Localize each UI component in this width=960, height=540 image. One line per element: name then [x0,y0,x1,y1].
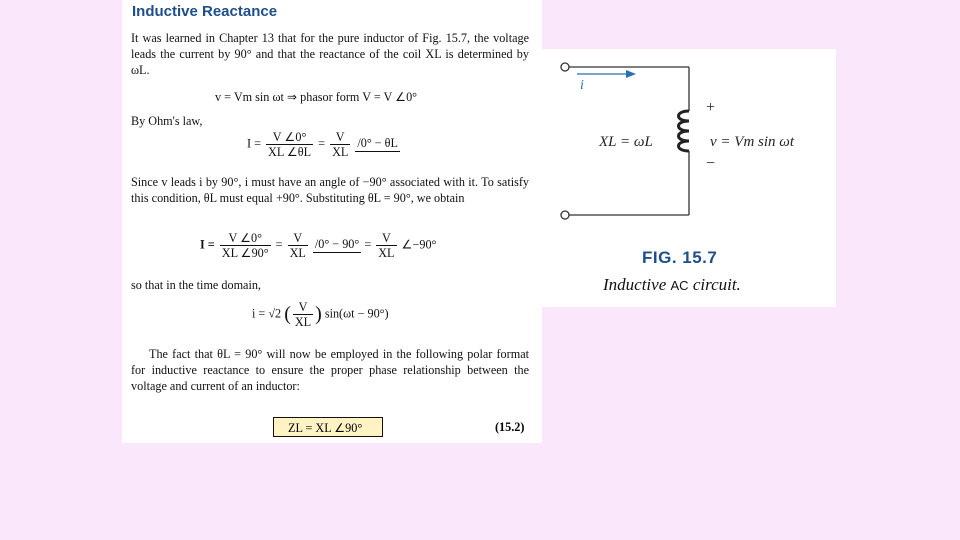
caption-circuit: circuit. [692,275,741,294]
textbook-page [122,0,542,443]
eq3-equals-a: = [275,237,283,252]
caption-inductive: Inductive [603,275,667,294]
figure-caption [603,275,741,295]
equation-number: (15.2) [495,420,525,434]
ohms-law-text: By Ohm's law, [131,114,203,128]
circuit-diagram [542,49,836,307]
minus-sign: − [706,155,716,172]
eq3-frac2-num: V [288,231,308,246]
eq2-frac2-den: XL [332,145,349,159]
eq3-frac1-num: V ∠0° [220,231,271,246]
final-paragraph: The fact that θL = 90° will now be employed in the following polar format for inductive reactance to ensure the proper phase relationship between the voltage and current of an inductor: [131,347,529,393]
eq4-frac-num: V [293,300,313,315]
eq4-open-paren: ( [284,303,291,325]
current-arrow-head [626,70,636,78]
ohms-law-equation [247,130,400,159]
eq2-frac1-den: XL ∠θL [268,145,312,159]
plus-sign: + [706,99,716,116]
eq2-equals: = [318,136,326,151]
eq2-fraction-1 [266,130,313,159]
eq2-fraction-2 [330,130,350,159]
since-paragraph: Since v leads i by 90°, i must have an angle of −90° associated with it. To satisfy this condition, θL must equal +90°. Substituting θL = 90°, we obtain [131,175,529,205]
eq2-angle: /0° − θL [357,136,398,151]
time-domain-text: so that in the time domain, [131,278,261,292]
eq3-frac3-den: XL [378,246,395,260]
eq3-frac1-den: XL ∠90° [221,246,269,260]
current-equation [200,231,436,260]
eq3-fraction-3 [376,231,396,260]
eq2-frac2-num: V [330,130,350,145]
time-domain-equation [252,300,389,329]
inductor-coil [679,111,690,151]
eq4-rhs: sin(ωt − 90°) [324,306,389,321]
section-title: Inductive Reactance [132,3,278,20]
eq4-lhs: i = √2 [252,306,282,321]
eq3-frac2-den: XL [289,246,306,260]
current-label: i [580,78,584,93]
boxed-equation: ZL = XL ∠90° [273,417,383,437]
figure-number: FIG. 15.7 [642,248,718,267]
eq3-fraction-1 [220,231,271,260]
reactance-label: XL = ωL [599,134,653,150]
voltage-label: v = Vm sin ωt [710,134,795,150]
bottom-terminal [561,211,569,219]
top-terminal [561,63,569,71]
eq3-angle-2: ∠−90° [401,237,437,252]
eq2-frac1-num: V ∠0° [266,130,313,145]
eq3-equals-b: = [364,237,372,252]
intro-paragraph: It was learned in Chapter 13 that for the pure inductor of Fig. 15.7, the voltage leads the current by 90° and that the reactance of the coil XL is determined by ωL. [131,31,529,77]
figure-panel [542,49,836,307]
phasor-equation: v = Vm sin ωt ⇒ phasor form V = V ∠0° [215,90,418,104]
eq2-lhs: I = [247,136,261,151]
eq4-close-paren: ) [315,303,322,325]
eq3-angle: /0° − 90° [314,237,360,252]
eq3-frac3-num: V [376,231,396,246]
eq4-fraction [293,300,313,329]
caption-ac: AC [670,278,689,293]
eq3-fraction-2 [288,231,308,260]
eq3-lhs: I = [200,237,215,252]
eq4-frac-den: XL [294,315,312,329]
